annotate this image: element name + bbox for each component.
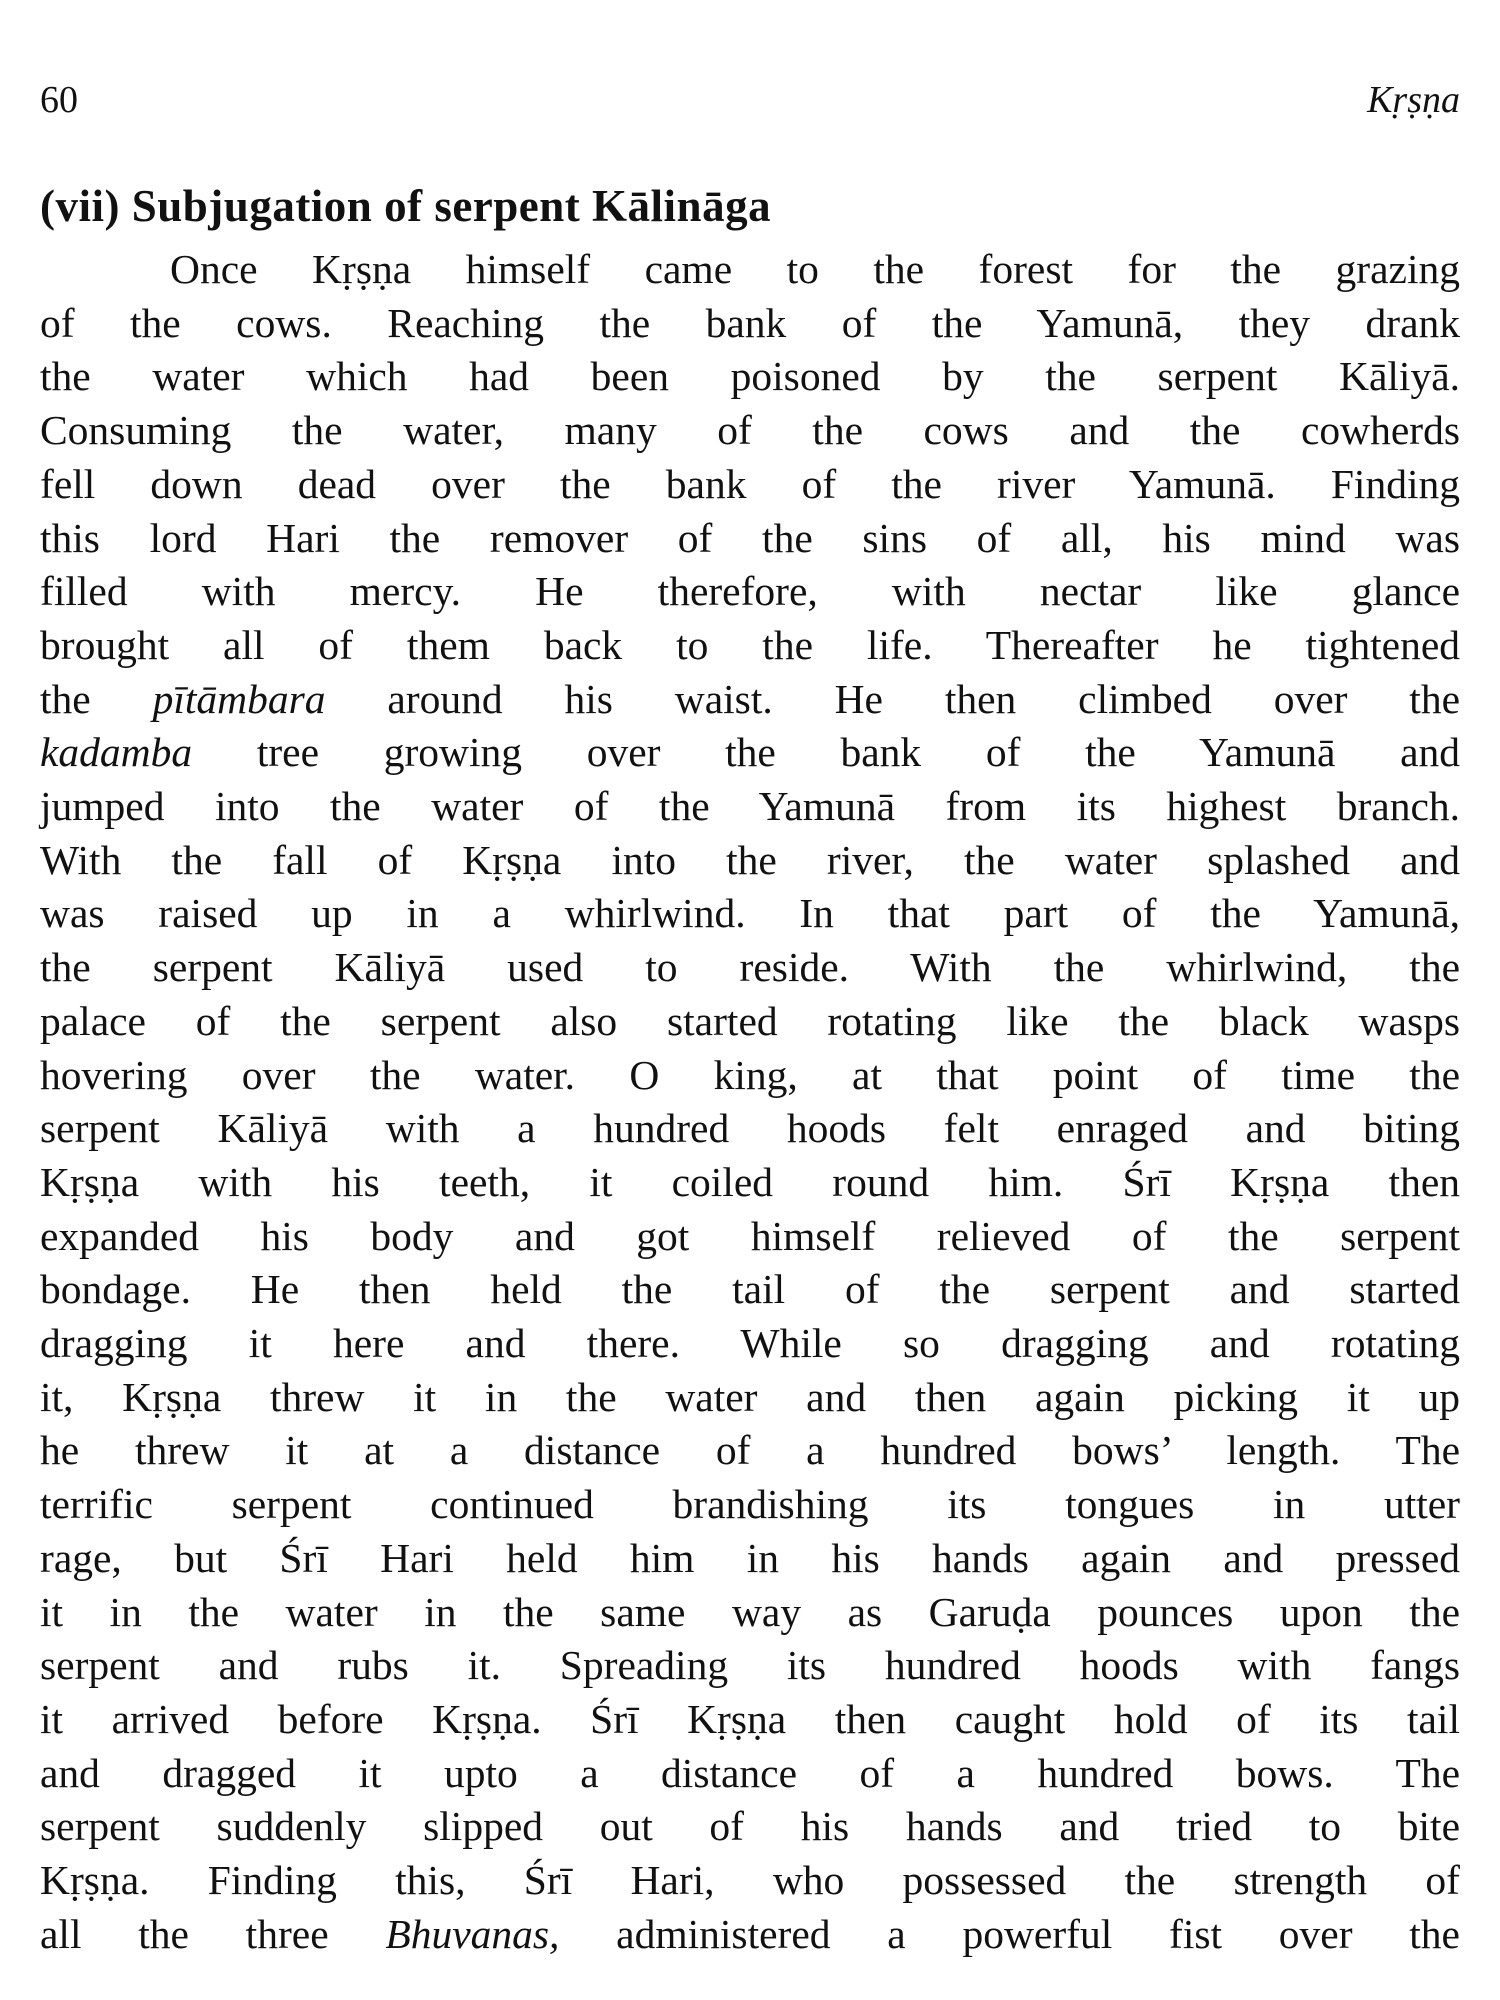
text-run: and dragged it upto a distance of a hundred bows. The [40, 1749, 1460, 1796]
text-line [40, 243, 1460, 297]
text-run: of the cows. Reaching the bank of the Yamunā, they drank [40, 299, 1460, 346]
text-line [40, 1424, 1460, 1478]
text-line [40, 1210, 1460, 1264]
text-line [40, 1263, 1460, 1317]
text-line [40, 1908, 1460, 1962]
text-line [40, 887, 1460, 941]
text-line [40, 565, 1460, 619]
running-head: Kṛṣṇa [1367, 79, 1460, 121]
text-run: serpent Kāliyā with a hundred hoods felt enraged and biting [40, 1105, 1460, 1152]
text-line [40, 1693, 1460, 1747]
page-header [40, 78, 1460, 128]
text-run: tree growing over the bank of the Yamunā and [192, 729, 1460, 776]
text-run: terrific serpent continued brandishing its tongues in utter [40, 1481, 1460, 1528]
text-line [40, 941, 1460, 995]
text-line [40, 350, 1460, 404]
text-line [40, 1854, 1460, 1908]
italic-term: kadamba [40, 729, 193, 776]
text-line [40, 1049, 1460, 1103]
text-line [40, 1102, 1460, 1156]
text-run: filled with mercy. He therefore, with nectar like glance [40, 568, 1460, 615]
text-line [40, 1371, 1460, 1425]
text-line [40, 726, 1460, 780]
text-line [40, 458, 1460, 512]
text-run: brought all of them back to the life. Thereafter he tightened [40, 621, 1460, 668]
text-run: all the three [40, 1910, 386, 1957]
page-number: 60 [40, 79, 78, 121]
text-run: jumped into the water of the Yamunā from its highest branch. [40, 783, 1460, 830]
text-run: Kṛṣṇa with his teeth, it coiled round him. Śrī Kṛṣṇa then [40, 1158, 1460, 1205]
text-run: serpent suddenly slipped out of his hands and tried to bite [40, 1803, 1460, 1850]
text-run: fell down dead over the bank of the river Yamunā. Finding [40, 460, 1460, 507]
text-line [40, 1586, 1460, 1640]
text-run: With the fall of Kṛṣṇa into the river, the water splashed and [40, 836, 1460, 883]
text-run: hovering over the water. O king, at that point of time the [40, 1051, 1460, 1098]
text-line [40, 404, 1460, 458]
text-line [40, 297, 1460, 351]
italic-term: Bhuvanas, [385, 1910, 560, 1957]
text-run: the [40, 675, 153, 722]
text-run: it in the water in the same way as Garuḍa pounces upon the [40, 1588, 1460, 1635]
text-line [40, 995, 1460, 1049]
text-line [40, 512, 1460, 566]
text-line [40, 1478, 1460, 1532]
text-run: it, Kṛṣṇa threw it in the water and then again picking it up [40, 1373, 1460, 1420]
text-line [40, 673, 1460, 727]
text-run: Once Kṛṣṇa himself came to the forest for the grazing [170, 246, 1460, 292]
text-line [40, 834, 1460, 888]
text-run: palace of the serpent also started rotating like the black wasps [40, 997, 1460, 1044]
text-run: serpent and rubs it. Spreading its hundred hoods with fangs [40, 1642, 1460, 1689]
text-line [40, 1317, 1460, 1371]
section-heading: (vii) Subjugation of serpent Kālināga [40, 181, 772, 231]
text-run: Consuming the water, many of the cows and the cowherds [40, 407, 1460, 454]
italic-term: pītāmbara [152, 675, 326, 722]
text-run: expanded his body and got himself relieved of the serpent [40, 1212, 1460, 1259]
text-run: he threw it at a distance of a hundred bows’ length. The [40, 1427, 1460, 1474]
text-line [40, 1800, 1460, 1854]
text-run: Kṛṣṇa. Finding this, Śrī Hari, who possessed the strength of [40, 1857, 1460, 1904]
text-run: this lord Hari the remover of the sins of all, his mind was [40, 514, 1460, 561]
text-line [40, 1156, 1460, 1210]
text-run: bondage. He then held the tail of the serpent and started [40, 1266, 1460, 1313]
text-run: rage, but Śrī Hari held him in his hands again and pressed [40, 1534, 1460, 1581]
text-run: administered a powerful fist over the [559, 1910, 1460, 1957]
text-run: the serpent Kāliyā used to reside. With the whirlwind, the [40, 944, 1460, 991]
text-run: the water which had been poisoned by the serpent Kāliyā. [40, 353, 1460, 400]
text-line [40, 1639, 1460, 1693]
text-line [40, 619, 1460, 673]
text-run: around his waist. He then climbed over the [325, 675, 1460, 722]
text-line [40, 780, 1460, 834]
text-run: dragging it here and there. While so dragging and rotating [40, 1320, 1460, 1367]
text-line [40, 1747, 1460, 1801]
text-line [40, 1532, 1460, 1586]
text-run: was raised up in a whirlwind. In that part of the Yamunā, [40, 890, 1460, 937]
text-run: it arrived before Kṛṣṇa. Śrī Kṛṣṇa then caught hold of its tail [40, 1695, 1460, 1742]
body-paragraph [40, 243, 1460, 1962]
